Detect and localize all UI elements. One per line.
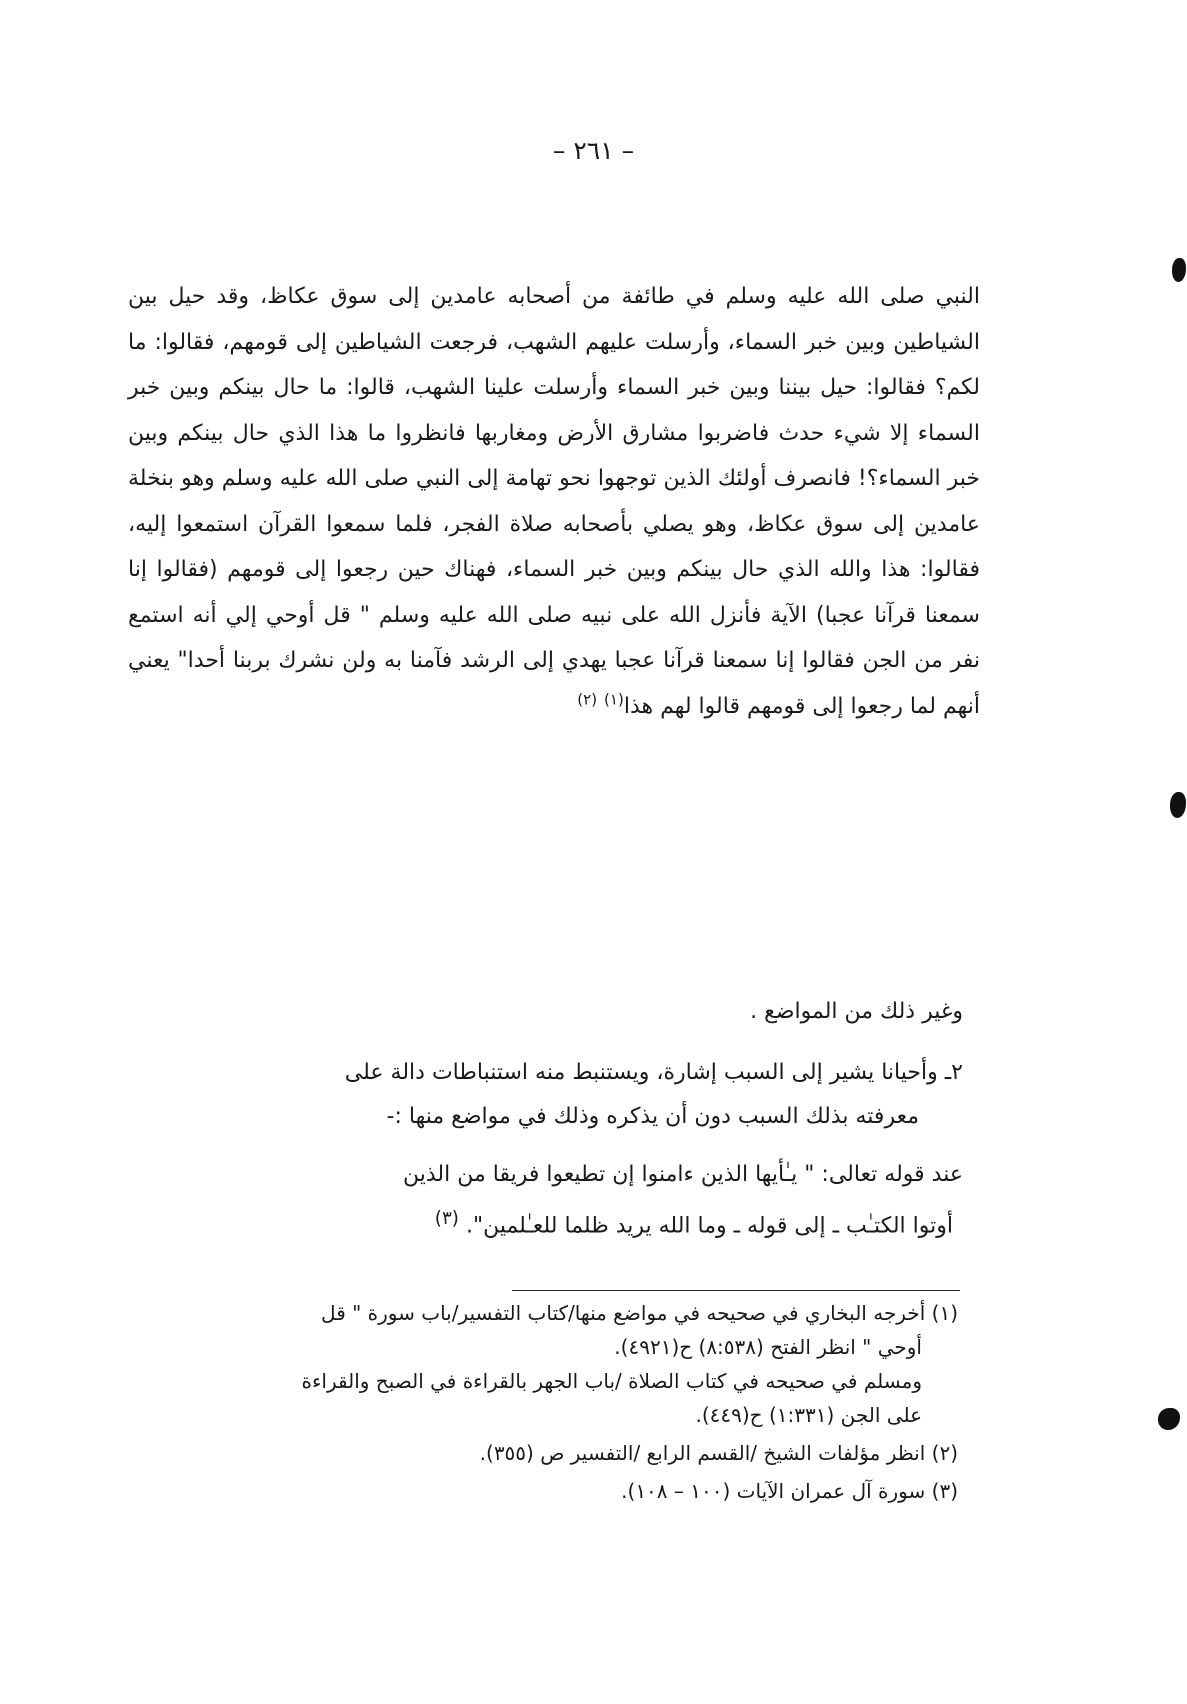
footnotes xyxy=(108,1296,958,1512)
point-2-line-2: معرفته بذلك السبب دون أن يذكره وذلك في مواضع منها :- xyxy=(386,1104,919,1129)
footnote-ref-1: (١) xyxy=(604,690,624,709)
page-number: – ٢٦١ – xyxy=(552,136,635,165)
other-places-line: وغير ذلك من المواضع . xyxy=(750,999,963,1024)
footnote-2: (٢) انظر مؤلفات الشيخ /القسم الرابع /التفسير ص (٣٥٥). xyxy=(479,1441,958,1465)
footnote-1-line-1: (١) أخرجه البخاري في صحيحه في مواضع منها/كتاب التفسير/باب سورة " قل xyxy=(321,1301,958,1325)
point-2 xyxy=(110,1051,963,1139)
footnote-ref-3: (٣) xyxy=(434,1208,459,1229)
footnote-divider xyxy=(512,1290,960,1291)
footnote-1-line-4: على الجن (١:٣٣١) ح(٤٤٩). xyxy=(695,1403,922,1427)
verse-line-1: عند قوله تعالى: " يـٰأيها الذين ءامنوا إن تطيعوا فريقا من الذين xyxy=(402,1162,963,1187)
scan-mark xyxy=(1170,792,1186,818)
verse-quote xyxy=(100,1153,963,1248)
body-text: النبي صلى الله عليه وسلم في طائفة من أصحابه عامدين إلى سوق عكاظ، وقد حيل بين الشياطين وبين خبر السماء، وأرسلت عليهم الشهب، فرجعت الشياطين إلى قومهم، فقالوا: ما لكم؟ فقالوا: حيل بيننا وبين خبر السماء وأرسلت علينا الشهب، قالوا: ما حال بينكم وبين خبر السماء إلا شيء حدث فاضربوا مشارق الأرض ومغاربها فانظروا ما هذا الذي حال بينكم وبين خبر السماء؟! فانصرف أولئك الذين توجهوا نحو تهامة إلى النبي صلى الله عليه وسلم وهو بنخلة عامدين إلى سوق عكاظ، وهو يصلي بأصحابه صلاة الفجر، فلما سمعوا القرآن استمعوا إليه، فقالوا: هذا والله الذي حال بينكم وبين خبر السماء، فهناك حين رجعوا إلى قومهم (فقالوا إنا سمعنا قرآنا عجبا) الآية فأنزل الله على نبيه صلى الله عليه وسلم " قل أوحي إلي أنه استمع نفر من الجن فقالوا إنا سمعنا قرآنا عجبا يهدي إلى الرشد فآمنا به ولن نشرك بربنا أحدا" يعني أنهم لما رجعوا إلى قومهم قالوا لهم هذا xyxy=(128,284,980,719)
scan-mark xyxy=(1172,258,1186,282)
verse-line-2: أوتوا الكتـٰب ـ إلى قوله ـ وما الله يريد ظلما للعـٰلمين". xyxy=(465,1213,953,1239)
footnote-3: (٣) سورة آل عمران الآيات (١٠٠ – ١٠٨). xyxy=(621,1479,958,1503)
footnote-1-line-2: أوحي " انظر الفتح (٨:٥٣٨) ح(٤٩٢١). xyxy=(614,1335,922,1359)
footnote-ref-2: (٢) xyxy=(577,690,598,709)
point-2-line-1: ٢ـ وأحيانا يشير إلى السبب إشارة، ويستنبط منه استنباطات دالة على xyxy=(344,1060,963,1085)
footnote-1 xyxy=(108,1296,958,1432)
scan-mark xyxy=(1158,1408,1180,1430)
body-paragraph xyxy=(128,274,980,729)
footnote-1-line-3: ومسلم في صحيحه في كتاب الصلاة /باب الجهر بالقراءة في الصبح والقراءة xyxy=(301,1369,922,1393)
